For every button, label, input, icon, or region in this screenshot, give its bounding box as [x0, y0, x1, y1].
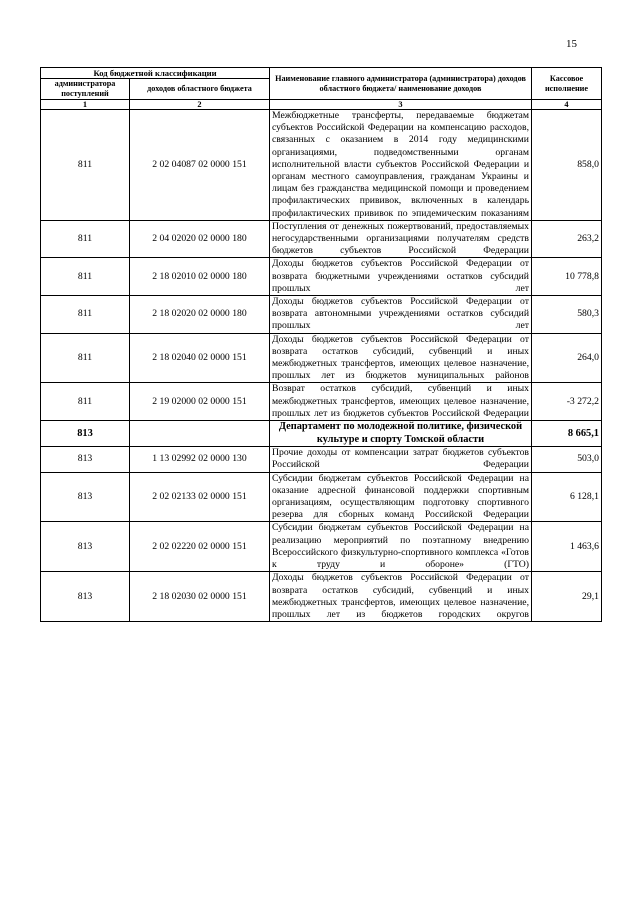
table-row [41, 110, 602, 221]
income-code: 2 04 02020 02 0000 180 [130, 220, 270, 258]
amount-value: 264,0 [532, 333, 602, 383]
column-number: 4 [532, 100, 602, 110]
table-row [41, 472, 602, 522]
table-row [41, 447, 602, 472]
admin-code: 811 [41, 258, 130, 296]
admin-code: 813 [41, 472, 130, 522]
admin-column-header: администратора поступлений [41, 79, 130, 100]
department-name: Департамент по молодежной политике, физической культуре и спорту Томской области [270, 421, 532, 447]
amount-value: 503,0 [532, 447, 602, 472]
admin-code: 811 [41, 110, 130, 221]
table-row [41, 333, 602, 383]
income-name: Межбюджетные трансферты, передаваемые бюджетам субъектов Российской Федерации на компенсацию расходов, связанных с оказанием в 2014 году медицинскими организациями, подведомственными органам исполнительной власти субъектов Российской Федерации и органам местного самоуправления, гражданам Украины и лицам без гражданства медицинской помощи и проведением профилактических прививок, включенных в календарь профилактических прививок по эпидемическим показаниям [270, 110, 532, 221]
admin-code: 811 [41, 296, 130, 334]
department-total: 8 665,1 [532, 421, 602, 447]
table-row [41, 522, 602, 572]
amount-value: 6 128,1 [532, 472, 602, 522]
income-code: 2 18 02010 02 0000 180 [130, 258, 270, 296]
admin-code: 811 [41, 220, 130, 258]
income-name: Прочие доходы от компенсации затрат бюджетов субъектов Российской Федерации [270, 447, 532, 472]
table-row [41, 258, 602, 296]
admin-code: 811 [41, 383, 130, 421]
income-name: Субсидии бюджетам субъектов Российской Федерации на реализацию мероприятий по поэтапному внедрению Всероссийского физкультурно-спортивного комплекса «Готов к труду и обороне» (ГТО) [270, 522, 532, 572]
amount-value: 263,2 [532, 220, 602, 258]
income-name: Доходы бюджетов субъектов Российской Федерации от возврата бюджетными учреждениями остатков субсидий прошлых лет [270, 258, 532, 296]
amount-column-header: Кассовое исполнение [532, 68, 602, 100]
table-row [41, 296, 602, 334]
amount-value: 10 778,8 [532, 258, 602, 296]
income-code-column-header: доходов областного бюджета [130, 79, 270, 100]
department-row [41, 421, 602, 447]
income-code: 2 19 02000 02 0000 151 [130, 383, 270, 421]
income-code: 2 18 02020 02 0000 180 [130, 296, 270, 334]
income-code: 1 13 02992 02 0000 130 [130, 447, 270, 472]
income-name: Поступления от денежных пожертвований, предоставляемых негосударственными организациями получателям средств бюджетов субъектов Российской Федерации [270, 220, 532, 258]
admin-code: 813 [41, 522, 130, 572]
income-code: 2 18 02040 02 0000 151 [130, 333, 270, 383]
income-code: 2 02 04087 02 0000 151 [130, 110, 270, 221]
income-name: Субсидии бюджетам субъектов Российской Федерации на оказание адресной финансовой поддержки спортивным организациям, осуществляющим подготовку спортивного резерва для сборных команд Российской Федерации [270, 472, 532, 522]
page-number: 15 [566, 38, 577, 50]
income-code: 2 02 02220 02 0000 151 [130, 522, 270, 572]
admin-code: 813 [41, 447, 130, 472]
amount-value: 858,0 [532, 110, 602, 221]
header-row-1 [41, 68, 602, 79]
amount-value: 580,3 [532, 296, 602, 334]
column-number: 1 [41, 100, 130, 110]
income-name: Доходы бюджетов субъектов Российской Федерации от возврата автономными учреждениями остатков субсидий прошлых лет [270, 296, 532, 334]
amount-value: 29,1 [532, 572, 602, 622]
department-code-empty [130, 421, 270, 447]
amount-value: 1 463,6 [532, 522, 602, 572]
income-name: Возврат остатков субсидий, субвенций и иных межбюджетных трансфертов, имеющих целевое назначение, прошлых лет из бюджетов субъектов Российской Федерации [270, 383, 532, 421]
department-admin-code: 813 [41, 421, 130, 447]
table-row [41, 383, 602, 421]
admin-code: 811 [41, 333, 130, 383]
column-number: 3 [270, 100, 532, 110]
bk-group-header: Код бюджетной классификации [41, 68, 270, 79]
budget-income-table [40, 67, 602, 622]
amount-value: -3 272,2 [532, 383, 602, 421]
admin-code: 813 [41, 572, 130, 622]
income-name: Доходы бюджетов субъектов Российской Федерации от возврата остатков субсидий, субвенций и иных межбюджетных трансфертов, имеющих целевое назначение, прошлых лет из бюджетов городских округов [270, 572, 532, 622]
table-row [41, 572, 602, 622]
income-name: Доходы бюджетов субъектов Российской Федерации от возврата остатков субсидий, субвенций и иных межбюджетных трансфертов, имеющих целевое назначение, прошлых лет из бюджетов муниципальных районов [270, 333, 532, 383]
column-number: 2 [130, 100, 270, 110]
income-code: 2 18 02030 02 0000 151 [130, 572, 270, 622]
column-number-row [41, 100, 602, 110]
name-column-header: Наименование главного администратора (администратора) доходов областного бюджета/ наименование доходов [270, 68, 532, 100]
table-row [41, 220, 602, 258]
income-code: 2 02 02133 02 0000 151 [130, 472, 270, 522]
